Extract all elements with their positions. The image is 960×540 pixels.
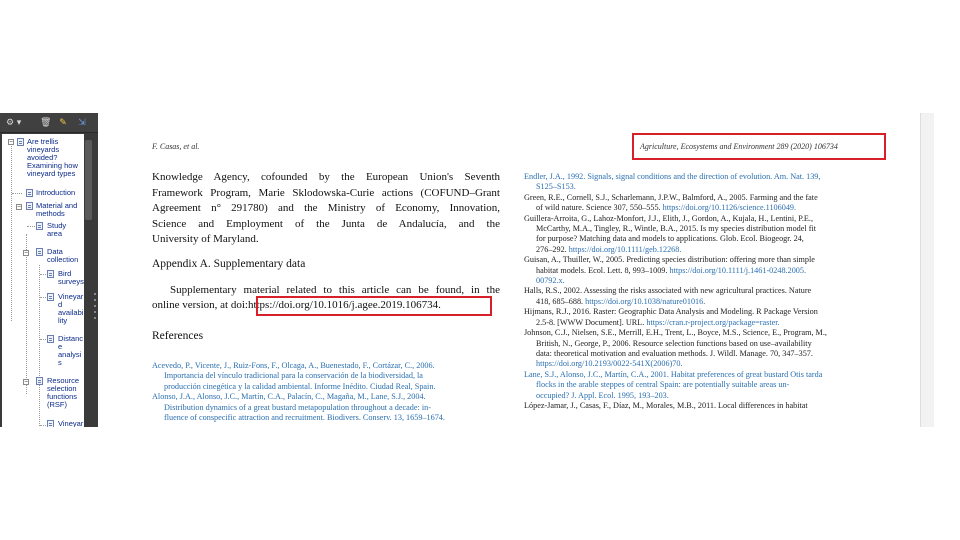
tree-guide (11, 146, 12, 321)
reference-line (524, 328, 872, 338)
reference-line (152, 382, 500, 392)
bookmark-item-material-and-methods[interactable] (36, 202, 77, 218)
tree-guide (27, 226, 35, 227)
reference-line (524, 391, 872, 401)
bookmark-line: surveys (58, 277, 84, 286)
expand-bookmark-icon[interactable]: ⇲ (78, 118, 86, 128)
bookmark-line: Vineyar (58, 419, 84, 427)
bookmark-line: vineyard types (27, 169, 76, 178)
bookmark-page-icon (47, 270, 54, 278)
bookmark-line: Vineyar (58, 292, 84, 301)
reference-line (524, 266, 872, 276)
bookmark-line: (RSF) (47, 400, 67, 409)
page-edge (920, 113, 934, 427)
reference-line (152, 403, 500, 413)
bookmarks-toolbar (0, 113, 98, 133)
reference-text: flocks in the arable steppes of central Spain: are potentially suitable areas un- (536, 380, 790, 390)
bookmark-line: Study (47, 221, 67, 230)
bookmark-line: availabi (58, 308, 84, 317)
bookmark-line: e (58, 342, 63, 351)
reference-text: Guisan, A., Thuiller, W., 2005. Predicting species distribution: offering more than simple (524, 255, 815, 265)
bookmark-line: functions (47, 392, 78, 401)
bookmark-item-bird-surveys[interactable] (58, 270, 84, 286)
bookmark-line: Distanc (58, 334, 84, 343)
tree-guide (26, 234, 27, 394)
bookmark-page-icon (36, 222, 43, 230)
reference-doi-link[interactable]: https://doi.org/10.2193/0022-541X(2006)70. (536, 359, 683, 369)
bookmark-line: Examining how (27, 161, 78, 170)
bookmark-page-icon (26, 202, 33, 210)
supplementary-line: Supplementary material related to this article can be found, in the (170, 284, 500, 296)
bookmark-item-data-collection[interactable] (47, 248, 78, 264)
bookmark-page-icon (47, 335, 54, 343)
bookmark-page-icon (26, 189, 33, 197)
highlight-box-doi (256, 296, 492, 316)
bookmark-page-icon (36, 248, 43, 256)
tree-guide (40, 274, 46, 275)
reference-line (524, 286, 872, 296)
bookmark-line: Bird (58, 269, 72, 278)
appendix-heading: Appendix A. Supplementary data (152, 258, 306, 270)
reference-text: S125–S153. (536, 182, 576, 192)
reference-doi-link[interactable]: https://doi.org/10.1126/science.1106049. (662, 203, 797, 213)
reference-text: Endler, J.A., 1992. Signals, signal conditions and the direction of evolution. Am. Nat. 139, (524, 172, 821, 181)
bookmark-line: Introduction (36, 188, 76, 197)
reference-line (152, 361, 500, 371)
reference-text: Green, R.E., Cornell, S.J., Scharlemann, J.P.W., Balmford, A., 2005. Farming and the fate (524, 192, 818, 202)
doi-suffix: . (438, 299, 441, 311)
reference-line (524, 193, 872, 203)
tree-guide (12, 193, 22, 194)
funding-line: Science and Employment of the Junta de Andalucía, and the (152, 217, 500, 230)
reference-text: fluence of conspecific attraction and recruitment. Biodivers. Conserv. 13, 1659–1674. (164, 413, 445, 423)
reference-text: 2.5-8. [WWW Document]. URL. (536, 317, 647, 327)
funding-line: University of Maryland. (152, 233, 259, 245)
bookmark-page-icon (36, 377, 43, 385)
reference-line (152, 413, 500, 423)
bookmark-line: collection (47, 255, 79, 264)
bookmark-item-resource-selection-functions[interactable] (47, 377, 79, 409)
funding-line: Framework Program, Marie Sklodowska-Curie actions (COFUND–Grant (152, 186, 500, 199)
bookmark-page-icon (17, 138, 24, 146)
reference-text: López-Jamar, J., Casas, F., Díaz, M., Morales, M.B., 2011. Local differences in habitat (524, 400, 808, 410)
running-header-authors: F. Casas, et al. (152, 142, 200, 151)
bookmark-line: Material and (36, 201, 78, 210)
bookmark-line: area (47, 229, 63, 238)
reference-text: McCarthy, M.A., Tingley, R., Wintle, B.A., 2015. Is my species distribution model fit (536, 224, 817, 234)
reference-text: producción cinegética y la calidad ambiental. Informe Inédito. Ciudad Real, Spain. (164, 381, 436, 391)
reference-text: Distribution dynamics of a great bustard metapopulation throughout a decade: in- (164, 402, 431, 412)
tree-guide (39, 265, 40, 427)
references-list-right (524, 172, 872, 411)
collapse-toggle[interactable]: − (9, 138, 13, 145)
reference-line (524, 359, 872, 369)
reference-text: Guillera-Arroita, G., Lahoz-Monfort, J.J., Elith, J., Gordon, A., Kujala, H., Lentini, P.E., (524, 213, 814, 223)
reference-text: for purpose? Matching data and models to applications. Glob. Ecol. Biogeogr. 24, (536, 234, 804, 244)
reference-line (524, 214, 872, 224)
reference-line (524, 276, 872, 286)
funding-paragraph (152, 170, 500, 248)
doi-prefix: online version, at doi: (152, 299, 248, 311)
reference-text: of wild nature. Science 307, 550–555. (536, 203, 663, 213)
reference-line (152, 392, 500, 402)
bookmark-item-introduction[interactable] (36, 189, 75, 197)
reference-line (524, 339, 872, 349)
bookmark-title[interactable] (27, 138, 78, 178)
reference-doi-link[interactable]: https://doi.org/10.1038/nature01016. (585, 296, 706, 306)
reference-text: Lane, S.J., Alonso, J.C., Martín, C.A., 2001. Habitat preferences of great bustard Otis tarda (524, 369, 823, 379)
reference-text: Johnson, C.J., Nielsen, S.E., Merrill, E.H., Trent, L., Boyce, M.S., Science, E., Program, M., (524, 328, 827, 338)
reference-doi-link[interactable]: https://cran.r-project.org/package=raster. (646, 317, 780, 327)
bookmark-line: methods (36, 209, 65, 218)
chevron-down-icon[interactable]: ▾ (16, 118, 22, 128)
references-list-left (152, 361, 500, 423)
reference-text: data: theoretical motivation and evaluation methods. J. Wildl. Manage. 70, 347–357. (536, 348, 813, 358)
reference-line (152, 371, 500, 381)
bookmarks-scrollbar[interactable] (84, 134, 94, 427)
supplementary-doi-link[interactable]: https://doi.org/10.1016/j.agee.2019.106734 (247, 299, 439, 311)
reference-text: Acevedo, P., Vicente, J., Ruiz-Fons, F., Olcaga, A., Buenestado, F., Cortázar, C., 2006. (152, 361, 435, 370)
scrollbar-thumb[interactable] (85, 140, 92, 220)
reference-doi-link[interactable]: https://doi.org/10.1111/j.1461-0248.2005. (669, 265, 807, 275)
reference-text: British, N., George, P., 2006. Resource selection functions based on use–availability (536, 338, 812, 348)
bookmark-line: Resource (47, 376, 80, 385)
reference-text: 418, 685–688. (536, 296, 586, 306)
reference-text: Hijmans, R.J., 2016. Raster: Geographic Data Analysis and Modeling. R Package Version (524, 307, 818, 317)
bookmarks-pane (0, 113, 98, 427)
reference-text: Halls, R.S., 2002. Assessing the risks associated with new agricultural practices. Nature (524, 286, 812, 296)
reference-doi-link[interactable]: https://doi.org/10.1111/geb.12268. (568, 244, 682, 254)
reference-line (524, 255, 872, 265)
reference-line (524, 182, 872, 192)
reference-text: Alonso, J.A., Alonso, J.C., Martín, C.A., Palacín, C., Magaña, M., Lane, S.J., 2004. (152, 392, 426, 402)
references-heading: References (152, 330, 204, 342)
reference-text: habitat models. Ecol. Lett. 8, 993–1009. (536, 265, 670, 275)
reference-text: occupied? J. Appl. Ecol. 1995, 193–203. (536, 390, 669, 400)
bookmark-line: d (58, 300, 63, 309)
collapse-toggle[interactable]: − (24, 249, 28, 256)
bookmark-item-vineyard[interactable] (58, 420, 83, 427)
reference-text: 276–292. (536, 244, 569, 254)
bookmark-line: s (58, 358, 62, 367)
collapse-toggle[interactable]: − (24, 378, 28, 385)
reference-line (524, 370, 872, 380)
bookmark-page-icon (47, 293, 54, 301)
funding-line: Knowledge Agency, cofounded by the European Union's Seventh (152, 171, 500, 183)
trash-icon[interactable]: 🗑 (40, 118, 52, 128)
pane-resize-handle[interactable] (94, 293, 97, 323)
reference-doi-link[interactable]: 00792.x. (536, 276, 565, 286)
bookmark-line: vineyards (27, 145, 60, 154)
reference-line (524, 349, 872, 359)
reference-line (524, 307, 872, 317)
bookmark-line: Are trellis (27, 137, 59, 146)
bookmark-item-vineyard-availability[interactable] (58, 293, 83, 325)
bookmark-item-study-area[interactable] (47, 222, 66, 238)
bookmark-line: Data (47, 247, 63, 256)
reference-line (524, 234, 872, 244)
new-bookmark-icon[interactable]: ✎ (59, 118, 67, 128)
bookmark-page-icon (47, 420, 54, 427)
reference-line (524, 297, 872, 307)
tree-guide (40, 339, 46, 340)
collapse-toggle[interactable]: − (17, 203, 21, 210)
bookmark-line: lity (58, 316, 68, 325)
tree-guide (40, 425, 46, 426)
reference-line (524, 245, 872, 255)
bookmark-item-distance-analysis[interactable] (58, 335, 83, 367)
bookmark-line: avoided? (27, 153, 58, 162)
funding-line: Agreement n° 291780) and the Ministry of Economy, Innovation, (152, 202, 500, 214)
bookmark-line: analysi (58, 350, 82, 359)
reference-line (524, 401, 872, 411)
reference-line (524, 318, 872, 328)
reference-text: Importancia del vínculo tradicional para la conservación de la biodiversidad, la (164, 371, 423, 381)
gear-icon[interactable]: ⚙ (5, 118, 15, 128)
bookmark-line: selection (47, 384, 77, 393)
running-header-journal: Agriculture, Ecosystems and Environment 289 (2020) 106734 (640, 142, 838, 151)
bookmarks-list (2, 134, 84, 427)
tree-guide (40, 297, 46, 298)
reference-line (524, 380, 872, 390)
reference-line (524, 203, 872, 213)
reference-line (524, 224, 872, 234)
reference-line (524, 172, 872, 182)
